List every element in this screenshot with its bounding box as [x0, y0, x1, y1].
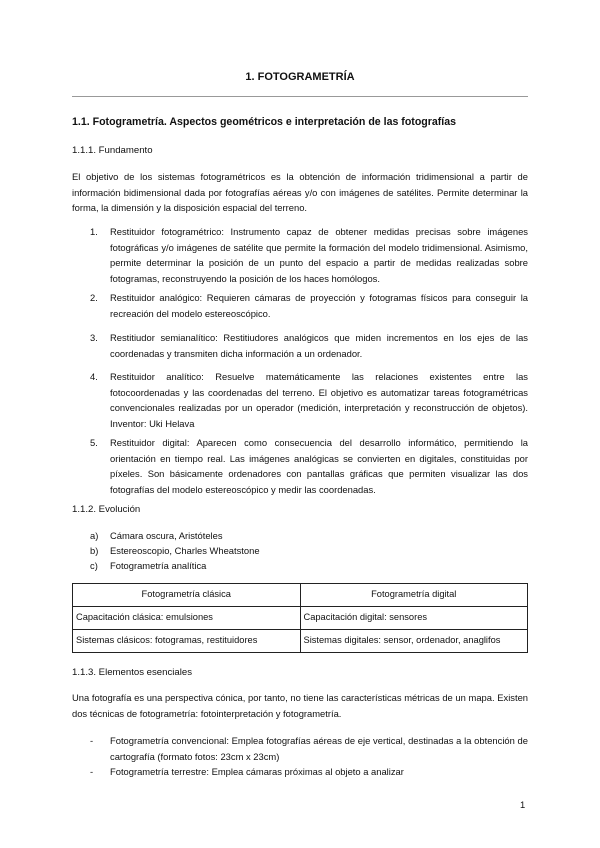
list-text: Fotogrametría analítica — [110, 560, 207, 571]
list-item — [90, 435, 528, 497]
title-divider — [72, 96, 528, 97]
list-letter: b) — [90, 545, 99, 556]
page-title: 1. FOTOGRAMETRÍA — [245, 71, 355, 83]
dash-bullet: - — [90, 766, 94, 777]
list-item — [90, 224, 528, 286]
subsection-heading-fundamento: 1.1.1. Fundamento — [72, 145, 153, 156]
list-item — [90, 528, 223, 544]
list-text: Restituidor analítico: Resuelve matemáticamente las relaciones existentes entre las fotocoordenadas y las coordenadas del terreno. El objetivo es automatizar tareas fotogramétricas convencionales realizadas por un operador (medición, interpretación y reconstrucción de objetos). Inventor: Uki Helava — [110, 371, 528, 429]
table-cell: Capacitación digital: sensores — [300, 607, 528, 630]
table-header: Fotogrametría digital — [300, 584, 528, 607]
list-text: Fotogrametría terrestre: Emplea cámaras próximas al objeto a analizar — [110, 766, 404, 777]
table-cell: Sistemas digitales: sensor, ordenador, anaglifos — [300, 630, 528, 653]
list-item — [90, 733, 528, 764]
list-text: Restituidor analógico: Requieren cámaras de proyección y fotogramas físicos para conseguir la recreación del modelo estereoscópico. — [110, 292, 528, 319]
list-item — [90, 369, 528, 431]
list-item — [90, 543, 260, 559]
list-text: Estereoscopio, Charles Wheatstone — [110, 545, 260, 556]
list-text: Cámara oscura, Aristóteles — [110, 530, 223, 541]
table-cell: Sistemas clásicos: fotogramas, restituidores — [73, 630, 301, 653]
table-header: Fotogrametría clásica — [73, 584, 301, 607]
list-text: Fotogrametría convencional: Emplea fotografías aéreas de eje vertical, destinadas a la obtención de cartografía (formato fotos: 23cm x 23cm) — [110, 735, 528, 762]
subsection-heading-evolucion: 1.1.2. Evolución — [72, 504, 141, 515]
paragraph-fundamento: El objetivo de los sistemas fotogramétricos es la obtención de información tridimensional a partir de información bidimensional dada por fotografías aéreas y/o con imágenes de satélites. Permite determinar la forma, la dimensión y la disposición espacial del terreno. — [72, 171, 528, 213]
table-row — [73, 607, 528, 630]
list-item — [90, 290, 528, 321]
list-text: Restituidor digital: Aparecen como consecuencia del desarrollo informático, permitiendo la orientación en tiempo real. Las imágenes analógicas se convierten en digitales, constituidas por píxeles. Son básicamente ordenadores con pantallas gráficas que permiten visualizar las dos fotografías del modelo estereoscópico y medir las coordenadas. — [110, 437, 528, 495]
list-number: 2. — [90, 292, 98, 303]
list-item — [90, 764, 528, 780]
list-letter: a) — [90, 530, 99, 541]
section-heading: 1.1. Fotogrametría. Aspectos geométricos e interpretación de las fotografías — [72, 116, 457, 128]
dash-bullet: - — [90, 735, 94, 746]
table-row — [73, 630, 528, 653]
paragraph-elementos: Una fotografía es una perspectiva cónica, por tanto, no tiene las características métricas de un mapa. Existen dos técnicas de fotogrametría: fotointerpretación y fotogrametría. — [72, 692, 528, 719]
list-letter: c) — [90, 560, 98, 571]
list-item — [90, 330, 528, 361]
table-header-row — [73, 584, 528, 607]
list-number: 4. — [90, 371, 98, 382]
subsection-heading-elementos: 1.1.3. Elementos esenciales — [72, 667, 192, 678]
list-item — [90, 558, 206, 574]
table-cell: Capacitación clásica: emulsiones — [73, 607, 301, 630]
page-number: 1 — [520, 799, 526, 810]
list-number: 3. — [90, 332, 98, 343]
list-number: 5. — [90, 437, 98, 448]
list-number: 1. — [90, 226, 98, 237]
comparison-table — [72, 583, 528, 653]
list-text: Restitiudor semianalítico: Restitiudores analógicos que miden incrementos en los ejes de las coordenadas y transmiten dicha información a un ordenador. — [110, 332, 528, 359]
list-text: Restituidor fotogramétrico: Instrumento capaz de obtener medidas precisas sobre imágenes fotográficas y/o imágenes de satélite que permite la formación del modelo tridimensional. Asimismo, permite determinar la posición de un punto del espacio a partir de medidas realizadas sobre fotogramas, reconstruyendo la posición de los haces homólogos. — [110, 226, 528, 284]
